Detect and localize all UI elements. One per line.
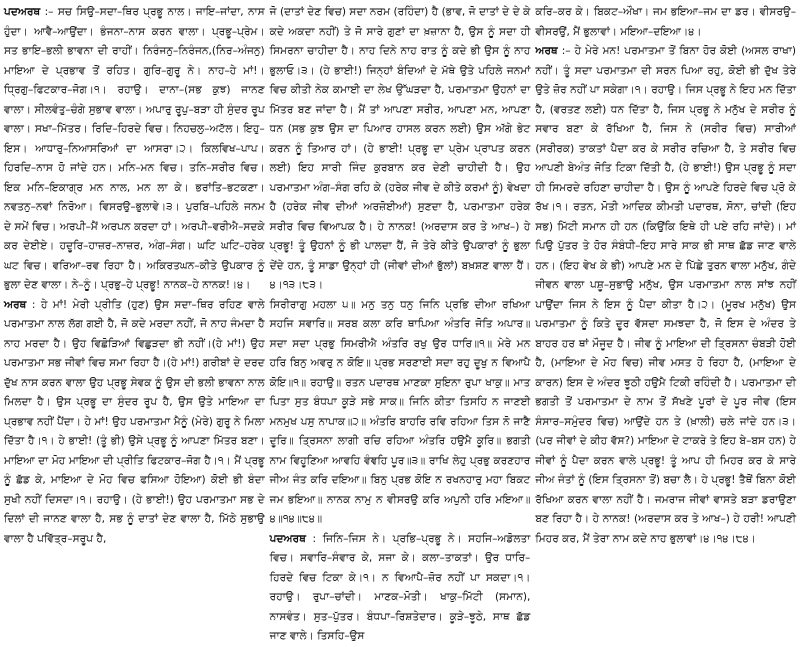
padarath-label: ਪਦਅਰਥ (4, 6, 41, 18)
column-left (4, 3, 265, 587)
padarath-paragraph-2 (270, 530, 531, 647)
shabad-paragraph (270, 296, 531, 530)
column-right (535, 3, 796, 587)
padarath-continued-paragraph (535, 3, 796, 42)
arath-label-2: ਅਰਥ (535, 45, 558, 57)
padarath-continued-text: ਕਰਿ–ਕਰ ਕੇ। ਬਿਕਟ–ਔਖਾ। ਜਮ ਭਇਆ–ਜਮ ਦਾ ਡਰ। ਵੀਸਰਉ–ਵੀਸਰਉਂ, ਮੈਂ ਭੁਲਾਵਾਂ। ਮਇਆ–ਦਇਆ।੪। (535, 6, 797, 38)
padarath-text-2: : ਜਿਨਿ–ਜਿਸ ਨੇ। ਪ੍ਰਭਿ–ਪ੍ਰਭੂ ਨੇ। ਸਹਜਿ–ਅਡੋਲਤਾ ਵਿਚ। ਸਵਾਰਿ–ਸੰਵਾਰ ਕੇ, ਸਜਾ ਕੇ। ਕਲਾ–ਤਾਕਤਾਂ। ਉਰ ਧਾਰਿ–ਹਿਰਦੇ ਵਿਚ ਟਿਕਾ ਕੇ।੧। ਨ ਵਿਆਪੈ–ਜ਼ੋਰ ਨਹੀਂ ਪਾ ਸਕਦਾ।੧। ਰਹਾਉ। ਰੁਪਾ–ਚਾਂਦੀ। ਮਾਣਕ–ਮੋਤੀ। ਖਾਕੁ–ਮਿੱਟੀ (ਸਮਾਨ), ਨਾਸਵੰਤ। ਸੁਤ–ਪੁੱਤਰ। ਬੰਧਪਾ–ਰਿਸ਼ਤੇਦਾਰ। ਕੂੜੇ–ਝੂਠੇ, ਸਾਥ ਛੱਡ ਜਾਣ ਵਾਲੇ। ਤਿਸਹਿ–ਉਸ (269, 532, 531, 642)
arath-text-2: :– ਹੇ ਮੇਰੇ ਮਨ! ਪਰਮਾਤਮਾ ਤੋਂ ਬਿਨਾ ਹੋਰ ਕੋਈ (ਅਸਲ ਰਾਖਾ) ਨਹੀਂ। ਤੂੰ ਸਦਾ ਪਰਮਾਤਮਾ ਦੀ ਸਰਨ ਪਿਆ ਰਹੁ, ਕੋਈ ਭੀ ਦੁੱਖ ਤੇਰੇ ਉਤੇ ਜ਼ੋਰ ਨਹੀਂ ਪਾ ਸਕੇਗਾ।੧। ਰਹਾਉ। ਜਿਸ ਪ੍ਰਭੂ ਨੇ ਇਹ ਮਨ ਦਿੱਤਾ ਹੈ, (ਵਰਤਣ ਲਈ) ਧਨ ਦਿੱਤਾ ਹੈ, ਜਿਸ ਪ੍ਰਭੂ ਨੇ ਮਨੁੱਖ ਦੇ ਸਰੀਰ ਨੂੰ ਸਵਾਰ ਬਣਾ ਕੇ ਰੱਖਿਆ ਹੈ, ਜਿਸ ਨੇ (ਸਰੀਰ ਵਿਚ) ਸਾਰੀਆਂ (ਸਰੀਰਕ) ਤਾਕਤਾਂ ਪੈਦਾ ਕਰ ਕੇ ਸਰੀਰ ਰਚਿਆ ਹੈ, ਤੇ ਸਰੀਰ ਵਿਚ ਆਪਣੀ ਬੇਅੰਤ ਜੋਤਿ ਟਿਕਾ ਦਿੱਤੀ ਹੈ, (ਹੇ ਭਾਈ!) ਉਸ ਪ੍ਰਭੂ ਨੂੰ ਸਦਾ ਹੀ ਸਿਮਰਦੇ ਰਹਿਣਾ ਚਾਹੀਦਾ ਹੈ। ਉਸ ਨੂੰ ਆਪਣੇ ਹਿਰਦੇ ਵਿਚ ਪ੍ਰੋ ਕੇ ਰੱਖ।੧। ਰਤਨ, ਮੋਤੀ ਆਦਿਕ ਕੀਮਤੀ ਪਦਾਰਥ, ਸੋਨਾ, ਚਾਂਦੀ (ਇਹ ਸਭ) ਮਿੱਟੀ ਸਮਾਨ ਹੀ ਹਨ (ਕਿਉਂਕਿ ਇਥੇ ਹੀ ਪਏ ਰਹਿ ਜਾਂਦੇ)। ਮਾਂ ਪਿਉ ਪੁੱਤਰ ਤੇ ਹੋਰ ਸੰਬੰਧੀ–ਇਹ ਸਾਰੇ ਸਾਕ ਭੀ ਸਾਥ ਛੱਡ ਜਾਣ ਵਾਲੇ ਹਨ। (ਇਹ ਵੇਖ ਕੇ ਭੀ) ਆਪਣੇ ਮਨ ਦੇ ਪਿੱਛੇ ਤੁਰਨ ਵਾਲਾ ਮਨੁੱਖ, ਗੰਦੇ ਜੀਵਨ ਵਾਲਾ ਪਸ਼ੂ–ਸੁਭਾਉ ਮਨੁੱਖ, ਉਸ ਪਰਮਾਤਮਾ ਨਾਲ ਸਾਂਝ ਨਹੀਂ ਪਾਉਂਦਾ ਜਿਸ ਨੇ ਇਸ ਨੂੰ ਪੈਦਾ ਕੀਤਾ ਹੈ।੨। (ਮੂਰਖ ਮਨੁੱਖ) ਉਸ ਪਰਮਾਤਮਾ ਨੂੰ ਕਿਤੇ ਦੂਰ ਵੱਸਦਾ ਸਮਝਦਾ ਹੈ, ਜੋ ਇਸ ਦੇ ਅੰਦਰ ਤੇ ਬਾਹਰ ਹਰ ਥਾਂ ਮੌਜੂਦ ਹੈ। ਜੀਵ ਨੂੰ ਮਾਇਆ ਦੀ ਤ੍ਰਿਸਨਾ ਚੰਬੜੀ ਹੋਈ ਹੈ, (ਮਾਇਆ ਦੇ ਮੋਹ ਵਿਚ) ਜੀਵ ਮਸਤ ਹੋ ਰਿਹਾ ਹੈ, (ਮਾਇਆ ਦੇ ਕਾਰਨ) ਇਸ ਦੇ ਅੰਦਰ ਝੂਠੀ ਹਉਮੈ ਟਿਕੀ ਰਹਿੰਦੀ ਹੈ। ਪਰਮਾਤਮਾ ਦੀ ਭਗਤੀ ਤੋਂ ਪਰਮਾਤਮਾ ਦੇ ਨਾਮ ਤੋਂ ਸੱਖਣੇ ਪੂਰਾਂ ਦੇ ਪੂਰ ਜੀਵ (ਇਸ ਸੰਸਾਰ–ਸਮੁੰਦਰ ਵਿਚ) ਆਉਂਦੇ ਹਨ ਤੇ (ਖ਼ਾਲੀ) ਚਲੇ ਜਾਂਦੇ ਹਨ।੩। (ਪਰ ਜੀਵਾਂ ਦੇ ਕੀਹ ਵੱਸ?) ਮਾਇਆ ਦੇ ਟਾਕਰੇ ਤੇ ਇਹ ਬੇ–ਬਸ ਹਨ) ਹੇ ਜੀਵਾਂ ਨੂੰ ਪੈਦਾ ਕਰਨ ਵਾਲੇ ਪ੍ਰਭੂ! ਤੂੰ ਆਪ ਹੀ ਮਿਹਰ ਕਰ ਕੇ ਸਾਰੇ ਜੀਅ ਜੰਤਾਂ ਨੂੰ (ਇਸ ਤ੍ਰਿਸਨਾ ਤੋਂ) ਬਚਾ ਲੈ। ਹੇ ਪ੍ਰਭੂ! ਤੈਥੋਂ ਬਿਨਾ ਕੋਈ ਰੱਖਿਆ ਕਰਨ ਵਾਲਾ ਨਹੀਂ ਹੈ। ਜਮਰਾਜ ਜੀਵਾਂ ਵਾਸਤੇ ਬੜਾ ਡਰਾਉਣਾ ਬਣ ਰਿਹਾ ਹੈ। ਹੇ ਨਾਨਕ! (ਅਰਦਾਸ ਕਰ ਤੇ ਆਖ–) ਹੇ ਹਰੀ! ਆਪਣੀ ਮਿਹਰ ਕਰ, ਮੈਂ ਤੇਰਾ ਨਾਮ ਕਦੇ ਨਾਹ ਭੁਲਾਵਾਂ।੪।੧੪।੮੪। (535, 45, 797, 545)
arath-paragraph (4, 296, 265, 550)
arath-label: ਅਰਥ (4, 298, 27, 311)
arath-text: : ਹੇ ਮਾਂ! ਮੇਰੀ ਪ੍ਰੀਤਿ (ਹੁਣ) ਉਸ ਸਦਾ–ਥਿਰ ਰਹਿਣ ਵਾਲੇ ਪਰਮਾਤਮਾ ਨਾਲ ਲੱਗ ਗਈ ਹੈ, ਜੋ ਕਦੇ ਮਰਦਾ ਨਹੀਂ, ਜੋ ਨਾਹ ਜੰਮਦਾ ਹੈ ਨਾਹ ਮਰਦਾ ਹੈ। ਉਹ ਵਿਛੋੜਿਆਂ ਵਿਛੁੜਦਾ ਭੀ ਨਹੀਂ।(ਹੇ ਮਾਂ!) ਉਹ ਪਰਮਾਤਮਾ ਸਭ ਜੀਵਾਂ ਵਿਚ ਸਮਾ ਰਿਹਾ ਹੈ।(ਹੇ ਮਾਂ!) ਗਰੀਬਾਂ ਦੇ ਦਰਦ ਦੁੱਖ ਨਾਸ ਕਰਨ ਵਾਲਾ ਉਹ ਪ੍ਰਭੂ ਸੇਵਕ ਨੂੰ ਉਸ ਦੀ ਭਲੀ ਭਾਵਨਾ ਨਾਲ ਮਿਲਦਾ ਹੈ। ਉਸ ਪ੍ਰਭੂ ਦਾ ਸੁੰਦਰ ਰੂਪ ਹੈ, ਉਸ ਉਤੇ ਮਾਇਆ ਦਾ ਪ੍ਰਭਾਵ ਨਹੀਂ ਪੈਂਦਾ। ਹੇ ਮਾਂ! ਉਹ ਪਰਮਾਤਮਾ ਮੈਨੂੰ (ਮੇਰੇ) ਗੁਰੂ ਨੇ ਮਿਲਾ ਦਿੱਤਾ ਹੈ।੧। ਹੇ ਭਾਈ! (ਤੂੰ ਭੀ) ਉਸੇ ਪ੍ਰਭੂ ਨੂੰ ਆਪਣਾ ਮਿੱਤਰ ਬਣਾ। ਮਾਇਆ ਦਾ ਮੋਹ ਮਾਇਆ ਦੀ ਪ੍ਰੀਤਿ ਫਿਟਕਾਰ–ਜੋਗ ਹੈ।੧। ਮੈਂ ਪ੍ਰਭੂ ਨੂੰ ਛੱਡ ਕੇ, ਮਾਇਆ ਦੇ ਮੋਹ ਵਿਚ ਫਸਿਆ ਹੋਇਆ) ਕੋਈ ਭੀ ਬੰਦਾ ਸੁਖੀ ਨਹੀਂ ਦਿਸਦਾ।੧। ਰਹਾਉ। (ਹੇ ਭਾਈ!) ਉਹ ਪਰਮਾਤਮਾ ਸਭ ਦੇ ਦਿਲਾਂ ਦੀ ਜਾਨਣ ਵਾਲਾ ਹੈ, ਸਭ ਨੂੰ ਦਾਤਾਂ ਦੇਣ ਵਾਲਾ ਹੈ, ਮਿੱਠੇ ਸੁਭਾਉ ਵਾਲਾ ਹੈ ਪਵਿੱਤ੍ਰ–ਸਰੂਪ ਹੈ, (4, 298, 265, 545)
arath-paragraph-2 (535, 42, 796, 549)
shabad-text: ਸਿਰੀਰਾਗੁ ਮਹਲਾ ੫॥ ਮਨੁ ਤਨੁ ਧਨੁ ਜਿਨਿ ਪ੍ਰਭਿ ਦੀਆ ਰਖਿਆ ਸਹਜਿ ਸਵਾਰਿ॥ ਸਰਬ ਕਲਾ ਕਰਿ ਥਾਪਿਆ ਅੰਤਰਿ ਜੋਤਿ ਅਪਾਰ॥ ਸਦਾ ਸਦਾ ਪ੍ਰਭੁ ਸਿਮਰੀਐ ਅੰਤਰਿ ਰਖੁ ਉਰ ਧਾਰਿ॥੧॥ ਮੇਰੇ ਮਨ ਹਰਿ ਬਿਨੁ ਅਵਰੁ ਨ ਕੋਇ॥ ਪ੍ਰਭ ਸਰਣਾਈ ਸਦਾ ਰਹੁ ਦੂਖੁ ਨ ਵਿਆਪੈ ਕੋਇ॥੧॥ ਰਹਾਉ॥ ਰਤਨ ਪਦਾਰਥ ਮਾਣਕਾ ਸੁਇਨਾ ਰੁਪਾ ਖਾਕੁ॥ ਮਾਤ ਪਿਤਾ ਸੁਤ ਬੰਧਪਾ ਕੂੜੇ ਸਭੇ ਸਾਕ॥ ਜਿਨਿ ਕੀਤਾ ਤਿਸਹਿ ਨ ਜਾਣਈ ਮਨਮੁਖ ਪਸੁ ਨਾਪਾਕ॥੨॥ ਅੰਤਰਿ ਬਾਹਰਿ ਰਵਿ ਰਹਿਆ ਤਿਸ ਨੋ ਜਾਣੈ ਦੂਰਿ॥ ਤ੍ਰਿਸਨਾ ਲਾਗੀ ਰਚਿ ਰਹਿਆ ਅੰਤਰਿ ਹਉਮੈ ਕੂਰਿ॥ ਭਗਤੀ ਨਾਮ ਵਿਹੂਣਿਆ ਆਵਹਿ ਵੰਞਹਿ ਪੂਰ॥੩॥ ਰਾਖਿ ਲੇਹੁ ਪ੍ਰਭੁ ਕਰਣਹਾਰ ਜੀਅ ਜੰਤ ਕਰਿ ਦਇਆ॥ ਬਿਨੁ ਪ੍ਰਭ ਕੋਇ ਨ ਰਖਨਹਾਰੁ ਮਹਾ ਬਿਕਟ ਜਮ ਭਇਆ॥ ਨਾਨਕ ਨਾਮੁ ਨ ਵੀਸਰਉ ਕਰਿ ਅਪੁਨੀ ਹਰਿ ਮਇਆ॥੪॥੧੪॥੮੪॥ (269, 298, 531, 525)
column-middle (269, 3, 531, 642)
padarath-label-2: ਪਦਅਰਥ (269, 532, 306, 545)
arath-continued-paragraph (270, 3, 531, 296)
padarath-paragraph (4, 3, 265, 296)
padarath-text: :– ਸਚ ਸਿਉ–ਸਦਾ–ਥਿਰ ਪ੍ਰਭੂ ਨਾਲ। ਜਾਇ–ਜਾਂਦਾ, ਨਾਸ ਹੁੰਦਾ। ਆਵੈ–ਆਉਂਦਾ। ਭੰਜਨਾ–ਨਾਸ ਕਰਨ ਵਾਲਾ। ਪ੍ਰਭੂ–ਪ੍ਰੇਮ। ਸਤ ਭਾਇ–ਭਲੀ ਭਾਵਨਾ ਦੀ ਰਾਹੀਂ। ਨਿਰੰਜਨੁ–ਨਿਰੰਜਨ,(ਨਿਰ–ਅੰਜਨੁ) ਮਾਇਆ ਦੇ ਪ੍ਰਭਾਵ ਤੋਂ ਰਹਿਤ। ਗੁਰਿ–ਗੁਰੂ ਨੇ। ਨਾਹ–ਹੇ ਮਾਂ!। ਧ੍ਰਿਗੁ–ਫਿਟਕਾਰ–ਜੋਗ।੧। ਰਹਾਉ। ਦਾਨਾ–(ਸਭ ਕੁਝ) ਜਾਨਣ ਵਾਲਾ। ਸੀਲਵੰਤੁ–ਚੰਗੇ ਸੁਭਾਵ ਵਾਲਾ। ਅਪਾਰੁ ਰੂਪੁ–ਬੜਾ ਹੀ ਸੁੰਦਰ ਰੂਪ ਵਾਲਾ। ਸਖਾ–ਮਿੱਤਰ। ਰਿਦਿ–ਹਿਰਦੇ ਵਿਚ। ਨਿਹਚਲੁ–ਅਟੱਲ। ਇਹੁ–ਇਸ। ਆਧਾਰੁ–ਨਿਆਸਰਿਆਂ ਦਾ ਆਸਰਾ।੨। ਕਿਲਵਿਖ–ਪਾਪ। ਹਿਰਦਿ–ਨਾਸ ਹੋ ਜਾਂਦੇ ਹਨ। ਮਨਿ–ਮਨ ਵਿਚ। ਤਨਿ–ਸਰੀਰ ਵਿਚ। ਇਕ ਮਨਿ–ਇਕਾਗ੍ਰ ਮਨ ਨਾਲ, ਮਨ ਲਾ ਕੇ। ਭਰਾਂਤਿ–ਭਟਕਣਾ। ਨਵਤਨੁ–ਨਵਾਂ ਨਿਰੋਆ। ਵਿਸਰਉ–ਭੁਲਾਵੇ।੩। ਪੁਰਬਿ–ਪਹਿਲੇ ਜਨਮ ਦੇ ਸਮੇਂ ਵਿਚ। ਅਰਪੀ–ਮੈਂ ਅਰਪਨ ਕਰਦਾ ਹਾਂ। ਅਰਪੀ–ਵਰੀਐ–ਸਦਕੇ ਕਰ ਦੇਈਏ। ਹਦੂਰਿ–ਹਾਜ਼ਰ–ਨਾਜ਼ਰ, ਅੰਗ–ਸੰਗ। ਘਟਿ ਘਟਿ–ਹਰੇਕ ਘਟ ਵਿਚ। ਵਰਿਆ–ਰਵ ਰਿਹਾ ਹੈ। ਅਕਿਰਤਘਨ–ਕੀਤੇ ਉਪਕਾਰ ਨੂੰ ਭੁਲਾ ਦੇਣ ਵਾਲਾ। ਨੇ–ਨੂੰ। ਪ੍ਰਭੁ–ਹੇ ਪ੍ਰਭੂ! ਨਾਨਕ–ਹੇ ਨਾਨਕ!।੪। (4, 6, 265, 291)
arath-continued-text: ਜੋ (ਦਾਤਾਂ ਦੇਣ ਵਿਚ) ਸਦਾ ਨਰਮ (ਰਹਿੰਦਾ) ਹੈ (ਭਾਵ, ਜੋ ਦਾਤਾਂ ਦੇ ਦੇ ਕੇ ਕਦੇ ਅਕਦਾ ਨਹੀਂ) ਤੇ ਜੋ ਸਾਰੇ ਗੁਣਾਂ ਦਾ ਖ਼ਜ਼ਾਨਾ ਹੈ, ਉਸ ਨੂੰ ਸਦਾ ਹੀ ਸਿਮਰਨਾ ਚਾਹੀਦਾ ਹੈ। ਨਾਹ ਦਿਨੇ ਨਾਹ ਰਾਤ ਨੂੰ ਕਦੇ ਭੀ ਉਸ ਨੂੰ ਨਾਹ ਭੁਲਾਓ।੩। (ਹੇ ਭਾਈ!) ਜਿਨ੍ਹਾਂ ਬੰਦਿਆਂ ਦੇ ਮੱਥੇ ਉਤੇ ਪਹਿਲੇ ਜਨਮਾਂ ਵਿਚ ਕੀਤੀ ਨੇਕ ਕਮਾਈ ਦਾ ਲੇਖ ਉੱਘੜਦਾ ਹੈ, ਪਰਮਾਤਮਾ ਉਹਨਾਂ ਦਾ ਮਿੱਤਰ ਬਣ ਜਾਂਦਾ ਹੈ। ਮੈਂ ਤਾਂ ਆਪਣਾ ਸਰੀਰ, ਆਪਣਾ ਮਨ, ਆਪਣਾ ਧਨ (ਸਭ ਕੁਝ ਉਸ ਦਾ ਪਿਆਰ ਹਾਸਲ ਕਰਨ ਲਈ) ਉਸ ਅੱਗੇ ਭੇਟ ਕਰਨ ਨੂੰ ਤਿਆਰ ਹਾਂ। (ਹੇ ਭਾਈ! ਪ੍ਰਭੂ ਦਾ ਪ੍ਰੇਮ ਪ੍ਰਾਪਤ ਕਰਨ ਲਈ) ਇਹ ਸਾਰੀ ਜਿੰਦ ਕੁਰਬਾਨ ਕਰ ਦੇਣੀ ਚਾਹੀਦੀ ਹੈ। ਉਹ ਪਰਮਾਤਮਾ ਅੰਗ–ਸੰਗ ਰਹਿ ਕੇ (ਹਰੇਕ ਜੀਵ ਦੇ ਕੀਤੇ ਕਰਮਾਂ ਨੂੰ) ਵੇਖਦਾ ਹੈ (ਹਰੇਕ ਜੀਵ ਦੀਆਂ ਅਰਜ਼ੋਈਆਂ) ਸੁਣਦਾ ਹੈ, ਪਰਮਾਤਮਾ ਹਰੇਕ ਸਰੀਰ ਵਿਚ ਵਿਆਪਕ ਹੈ। ਹੇ ਨਾਨਕ! (ਅਰਦਾਸ ਕਰ ਤੇ ਆਖ–) ਹੇ ਪ੍ਰਭੂ! ਤੂੰ ਉਹਨਾਂ ਨੂੰ ਭੀ ਪਾਲਦਾ ਹੈਂ, ਜੋ ਤੇਰੇ ਕੀਤੇ ਉਪਕਾਰਾਂ ਨੂੰ ਭੁਲਾ ਦੇਂਦੇ ਹਨ, ਤੂੰ ਸਾਡਾ ਉਨ੍ਹਾਂ ਹੀ (ਜੀਵਾਂ ਦੀਆਂ ਭੁੱਲਾਂ) ਬਖ਼ਸ਼ਣ ਵਾਲਾ ਹੈਂ।੪।੧੩।੮੩। (269, 6, 531, 291)
